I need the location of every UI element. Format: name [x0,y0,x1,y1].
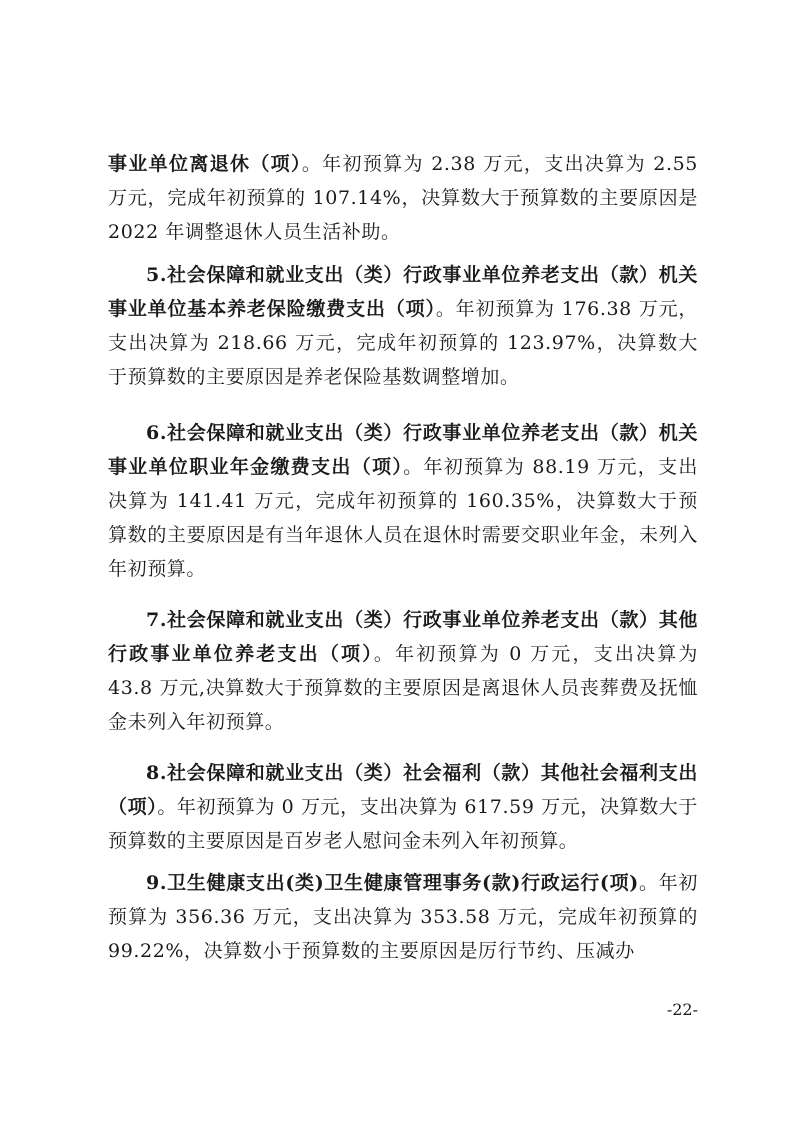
paragraph-item-6 [108,416,698,586]
paragraph-heading: 9.卫生健康支出(类)卫生健康管理事务(款)行政运行(项) [146,872,639,894]
paragraph-body: 。年初预算为 0 万元，支出决算为 43.8 万元,决算数大于预算数的主要原因是离退休人员丧葬费及抚恤金未列入年初预算。 [108,643,698,733]
paragraph-body: 。年初预算为 356.36 万元，支出决算为 353.58 万元，完成年初预算的 99.22%，决算数小于预算数的主要原因是厉行节约、压减办 [108,872,698,962]
paragraph-heading: 6.社会保障和就业支出（类）行政事业单位养老支出（款）机关事业单位职业年金缴费支出（项） [108,422,698,478]
paragraph-heading: 7.社会保障和就业支出（类）行政事业单位养老支出（款）其他行政事业单位养老支出（项） [108,609,698,665]
paragraph-body: 。年初预算为 88.19 万元，支出决算为 141.41 万元，完成年初预算的 160.35%，决算数大于预算数的主要原因是有当年退休人员在退休时需要交职业年金，未列入年初预算。 [108,456,698,580]
paragraph-body: 。年初预算为 0 万元，支出决算为 617.59 万元，决算数大于预算数的主要原因是百岁老人慰问金未列入年初预算。 [108,796,698,852]
paragraph-body: 。年初预算为 2.38 万元，支出决算为 2.55 万元，完成年初预算的 107.14%，决算数大于预算数的主要原因是 2022 年调整退休人员生活补助。 [108,153,698,243]
paragraph-retirement [108,147,698,249]
paragraph-heading: 事业单位离退休（项） [108,153,302,175]
paragraph-heading: 5.社会保障和就业支出（类）行政事业单位养老支出（款）机关事业单位基本养老保险缴费支出（项） [108,264,698,320]
paragraph-item-8 [108,756,698,858]
paragraph-item-5 [108,258,698,394]
paragraph-item-9 [108,866,698,968]
page-number: -22- [666,1000,698,1019]
paragraph-item-7 [108,603,698,739]
paragraph-body: 。年初预算为 176.38 万元，支出决算为 218.66 万元，完成年初预算的 123.97%，决算数大于预算数的主要原因是养老保险基数调整增加。 [108,298,699,388]
paragraph-heading: 8.社会保障和就业支出（类）社会福利（款）其他社会福利支出（项） [108,762,698,818]
